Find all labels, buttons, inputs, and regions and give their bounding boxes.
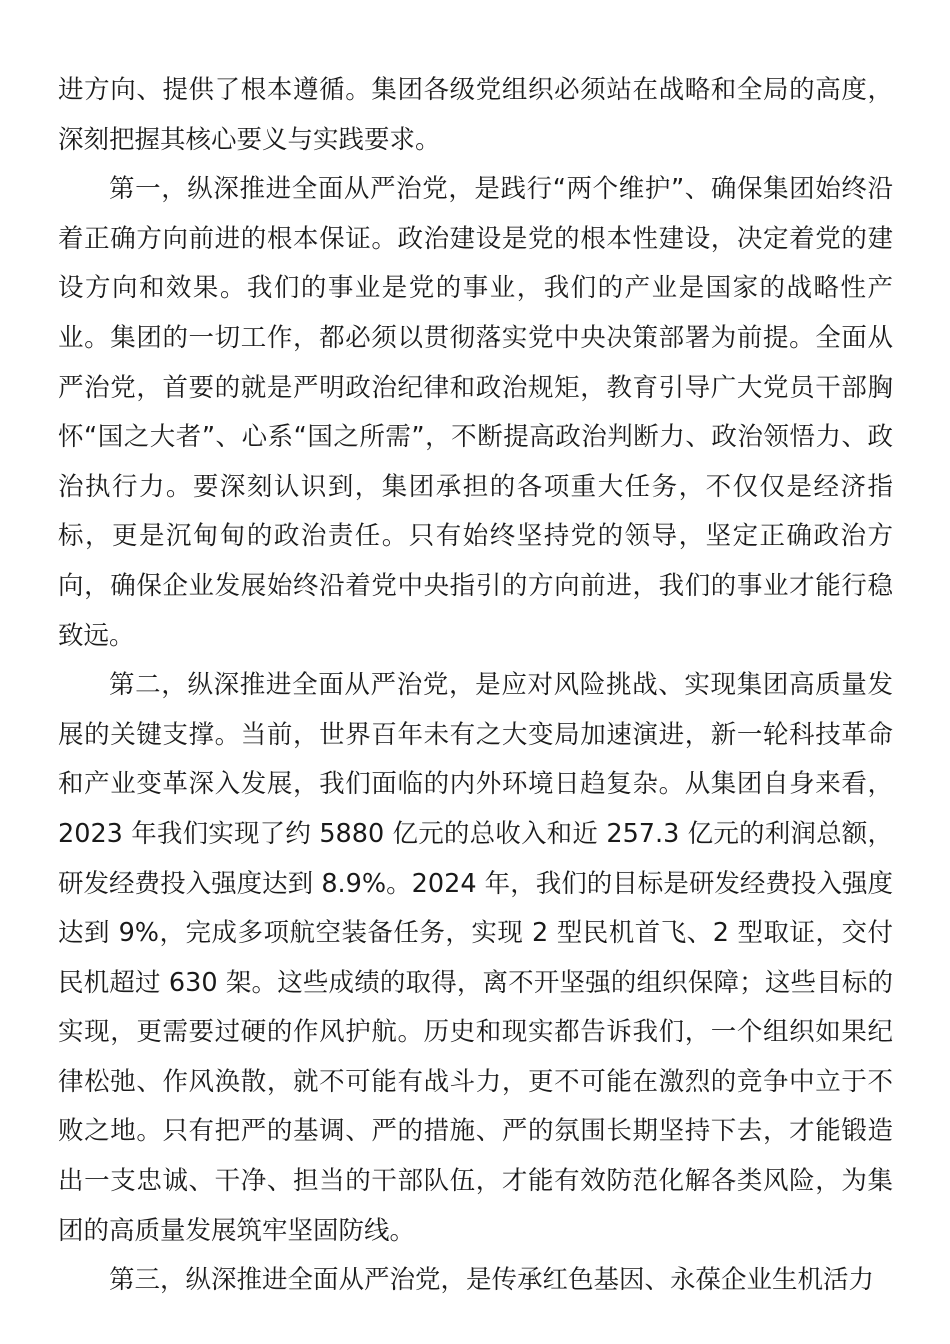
paragraph-second-point: 第二，纵深推进全面从严治党，是应对风险挑战、实现集团高质量发展的关键支撑。当前，世界百年未有之大变局加速演进，新一轮科技革命和产业变革深入发展，我们面临的内外环境日趋复杂。从集团自身来看，2023 年我们实现了约 5880 亿元的总收入和近 257.3 亿元的利润总额，研发经费投入强度达到 8.9%。2024 年，我们的目标是研发经费投入强度达到 9%，完成多项航空装备任务，实现 2 型民机首飞、2 型取证，交付民机超过 630 架。这些成绩的取得，离不开坚强的组织保障；这些目标的实现，更需要过硬的作风护航。历史和现实都告诉我们，一个组织如果纪律松弛、作风涣散，就不可能有战斗力，更不可能在激烈的竞争中立于不败之地。只有把严的基调、严的措施、严的氛围长期坚持下去，才能锻造出一支忠诚、干净、担当的干部队伍，才能有效防范化解各类风险，为集团的高质量发展筑牢坚固防线。 [58, 670, 893, 1246]
document-page [58, 66, 893, 1306]
paragraph-first-point: 第一，纵深推进全面从严治党，是践行“两个维护”、确保集团始终沿着正确方向前进的根本保证。政治建设是党的根本性建设，决定着党的建设方向和效果。我们的事业是党的事业，我们的产业是国家的战略性产业。集团的一切工作，都必须以贯彻落实党中央决策部署为前提。全面从严治党，首要的就是严明政治纪律和政治规矩，教育引导广大党员干部胸怀“国之大者”、心系“国之所需”，不断提高政治判断力、政治领悟力、政治执行力。要深刻认识到，集团承担的各项重大任务，不仅仅是经济指标，更是沉甸甸的政治责任。只有始终坚持党的领导，坚定正确政治方向，确保企业发展始终沿着党中央指引的方向前进，我们的事业才能行稳致远。 [58, 174, 893, 651]
paragraph-continuation: 进方向、提供了根本遵循。集团各级党组织必须站在战略和全局的高度，深刻把握其核心要义与实践要求。 [58, 75, 893, 155]
paragraph-third-point: 第三，纵深推进全面从严治党，是传承红色基因、永葆企业生机活力 [109, 1265, 875, 1296]
